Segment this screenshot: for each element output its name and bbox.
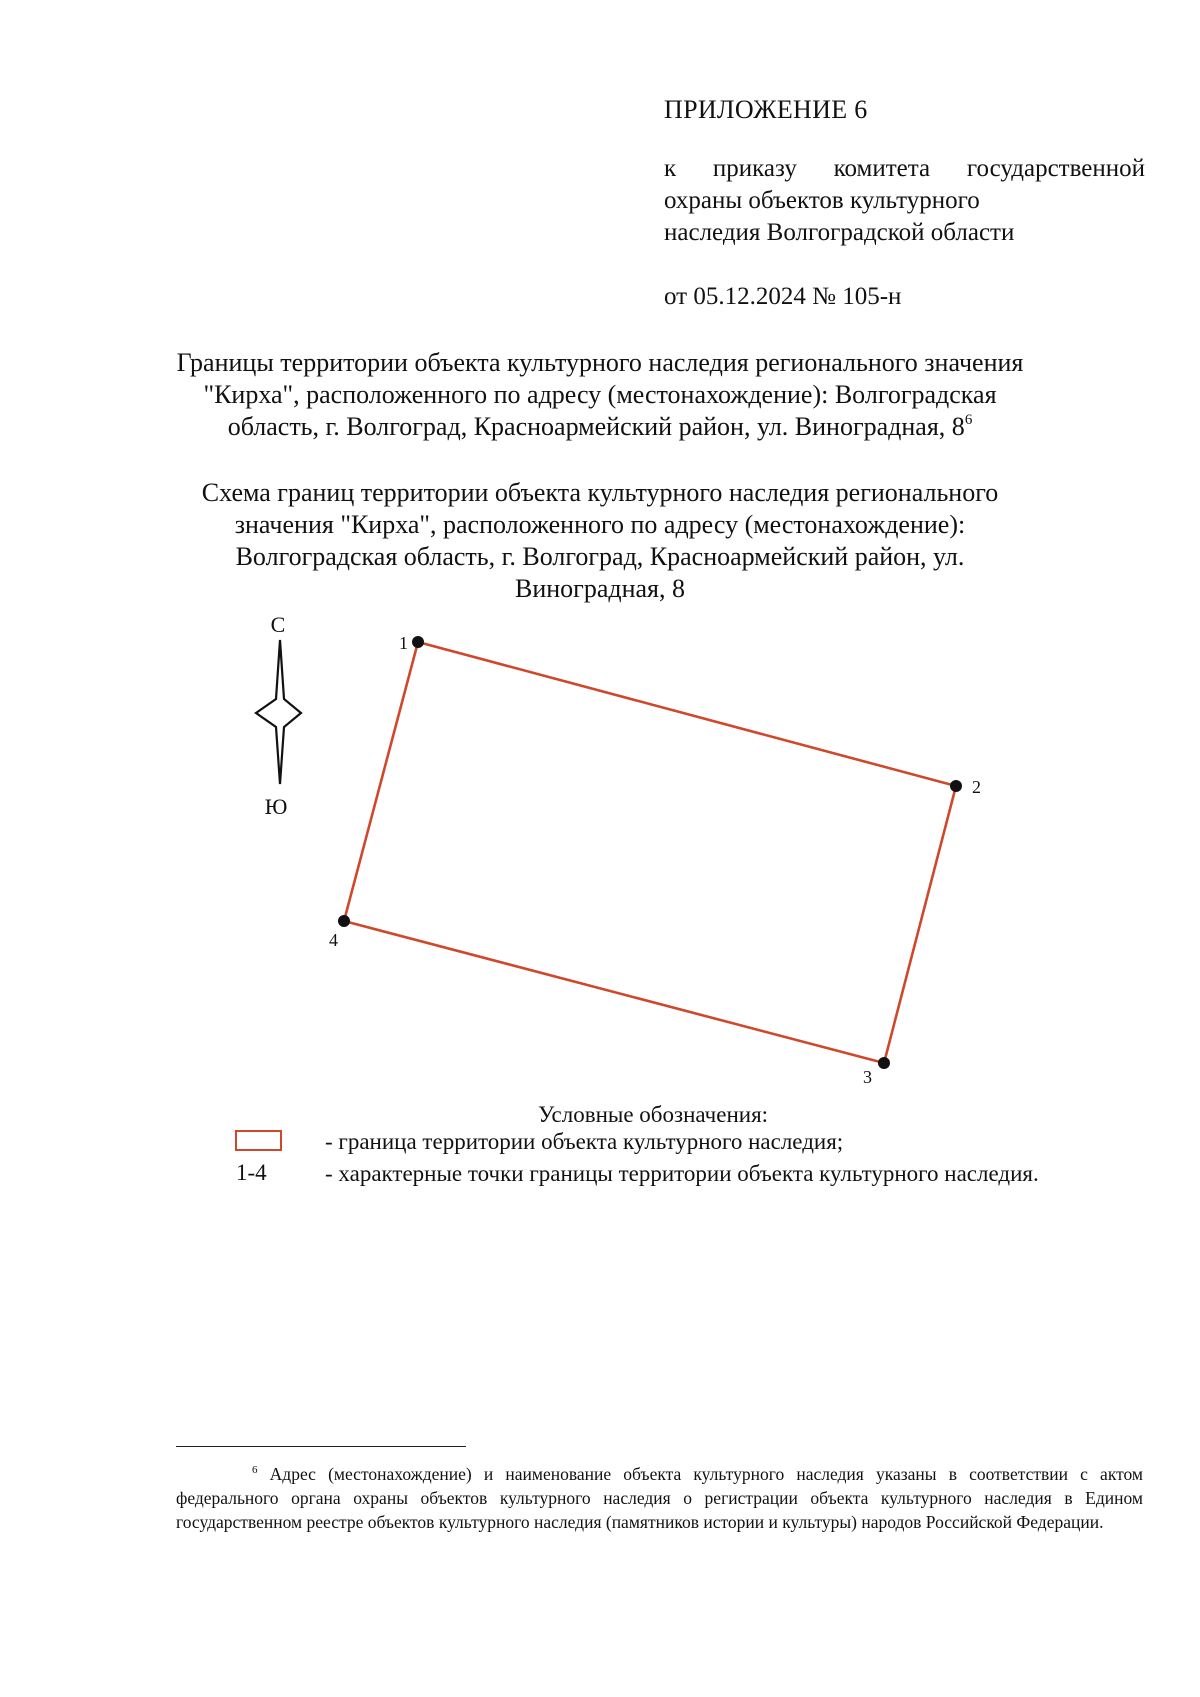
boundary-point-4 [338,915,350,927]
territory-boundary [344,642,956,1063]
boundary-point-label: 4 [329,930,338,950]
footnote-text: Адрес (местонахождение) и наименование объекта культурного наследия указаны в соответствии с актом федерального органа охраны объектов культурного наследия о регистрации объекта культурного наследия в Едином государственном реестре объектов культурного наследия (памятников истории и культуры) народов Российской Федерации. [176,1464,1144,1532]
legend-points-key: 1-4 [236,1160,267,1185]
title-line: Границы территории объекта культурного наследия регионального значения [176,348,1024,377]
footnote-separator [176,1446,466,1447]
boundary-point-1 [412,636,424,648]
boundary-point-label: 1 [399,633,408,653]
order-line: наследия Волгоградской области [664,219,1015,246]
order-line: к приказу комитета государственной [664,155,1145,182]
footnote-mark: 6 [252,1464,258,1476]
scheme-title-line: Виноградная, 8 [514,574,685,603]
scheme-title-line: значения "Кирха", расположенного по адресу (местонахождение): [234,510,966,539]
appendix-title: ПРИЛОЖЕНИЕ 6 [664,95,868,124]
boundary-point-2 [950,780,962,792]
footnote [176,1462,1143,1534]
legend-boundary-text: - граница территории объекта культурного наследия; [325,1129,844,1154]
boundary-point-3 [878,1057,890,1069]
scheme-title-line: Волгоградская область, г. Волгоград, Красноармейский район, ул. [235,542,965,571]
title-line: "Кирха", расположенного по адресу (местонахождение): Волгоградская [203,380,997,409]
boundary-points [329,633,981,1087]
scheme-title-line: Схема границ территории объекта культурного наследия регионального [201,478,999,507]
legend-points-text: - характерные точки границы территории объекта культурного наследия. [325,1161,1039,1186]
compass-south-label: Ю [264,794,288,819]
title-line-text: область, г. Волгоград, Красноармейский район, ул. Виноградная, 8 [227,412,965,441]
legend-boundary-swatch [235,1130,282,1151]
compass-north-label: С [270,612,286,637]
legend-title: Условные обозначения: [538,1102,769,1127]
boundary-point-label: 2 [972,777,981,797]
order-date: от 05.12.2024 № 105-н [664,283,902,310]
order-line: охраны объектов культурного [664,187,980,214]
boundary-point-label: 3 [863,1067,872,1087]
footnote-reference[interactable]: 6 [964,412,973,428]
compass-icon [256,612,301,819]
